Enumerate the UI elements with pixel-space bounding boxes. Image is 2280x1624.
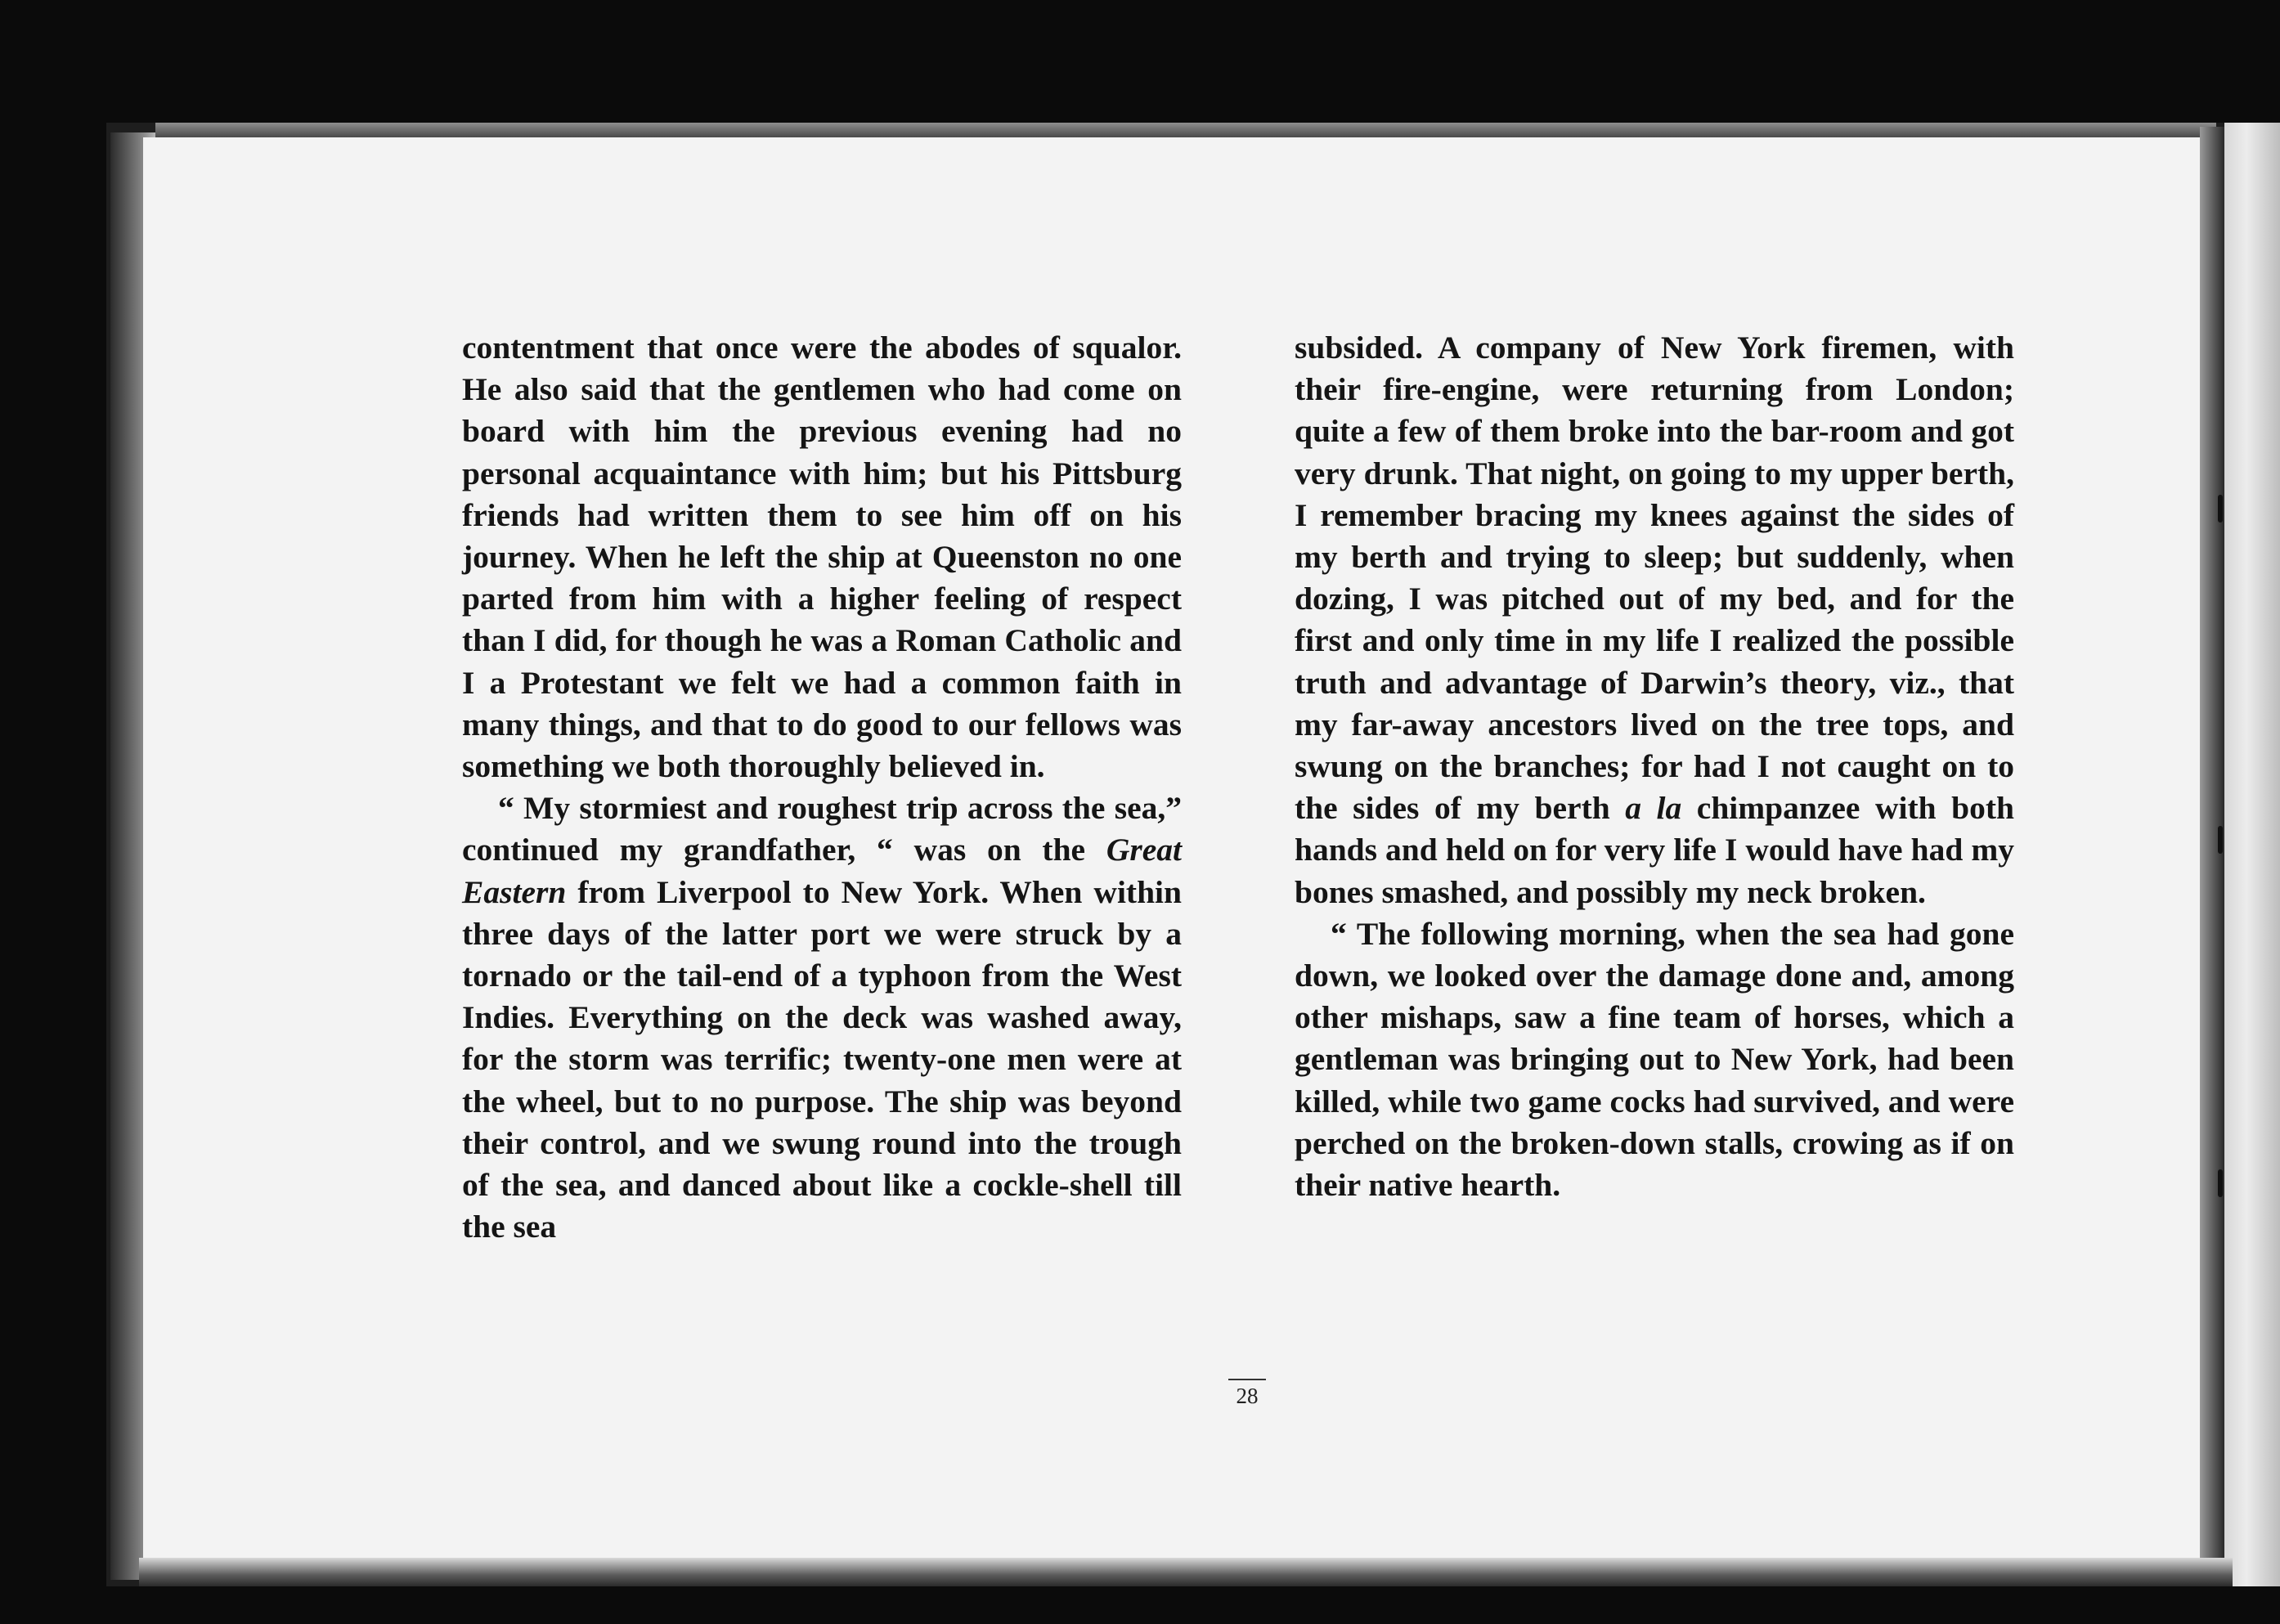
ship-name: Great Eastern: [462, 832, 1182, 910]
paragraph-text: chimpanzee with both hands and held on for very life I would have had my bones smashed, and possibly my neck broken.: [1295, 790, 2014, 910]
left-text-column: [462, 327, 1182, 1248]
page-right-edge: [2200, 127, 2224, 1582]
paragraph: “ The following morning, when the sea had gone down, we looked over the damage done and, among other mishaps, saw a fine team of horses, which a gentleman was bringing out to New York, had been killed, while two game cocks had survived, and were perched on the broken-down stalls, crowing as if on their native hearth.: [1295, 915, 2014, 1204]
paragraph: contentment that once were the abodes of squalor. He also said that the gentlemen who had come on board with him the previous evening had no personal acquaintance with him; but his Pittsburg friends had written them to see him off on his journey. When he left the ship at Queenston no one parted from him with a higher feeling of respect than I did, for though he was a Roman Catholic and I a Protestant we felt we had a common faith in many things, and that to do good to our fellows was something we both thoroughly believed in.: [462, 330, 1182, 785]
paragraph: [462, 787, 1182, 1248]
paragraph-text: subsided. A company of New York firemen, with their fire-engine, were returning from London; quite a few of them broke into the bar-room and got very drunk. That night, on going to my upper berth, I remember bracing my knees against the sides of my berth and trying to sleep; but suddenly, when dozing, I was pitched out of my bed, and for the first and only time in my life I realized the possible truth and advantage of Darwin’s theory, viz., that my far-away ancestors lived on the tree tops, and swung on the branches; for had I not caught on to the sides of my berth: [1295, 330, 2014, 827]
right-text-column: [1295, 327, 2014, 1206]
page-number: 28: [1236, 1384, 1259, 1408]
paragraph: [1295, 327, 2014, 913]
folio-rule: [1228, 1379, 1266, 1380]
binding-mark: [2218, 495, 2223, 523]
binding-mark: [2218, 826, 2223, 854]
page-bottom-edge: [139, 1558, 2233, 1586]
next-leaf-edge: [2224, 123, 2280, 1586]
paragraph-text: from Liverpool to New York. When within three days of the latter port we were struck by a tornado or the tail-end of a typhoon from the West Indies. Everything on the deck was washed away, for the storm was terrific; twenty-one men were at the wheel, but to no purpose. The ship was beyond their control, and we swung round into the trough of the sea, and danced about like a cockle-shell till the sea: [462, 873, 1182, 1245]
italic-phrase: a la: [1625, 790, 1682, 827]
paragraph-text: “ My stormiest and roughest trip across the sea,” continued my grandfather, “ was on the: [462, 790, 1182, 868]
binding-mark: [2218, 1169, 2223, 1197]
